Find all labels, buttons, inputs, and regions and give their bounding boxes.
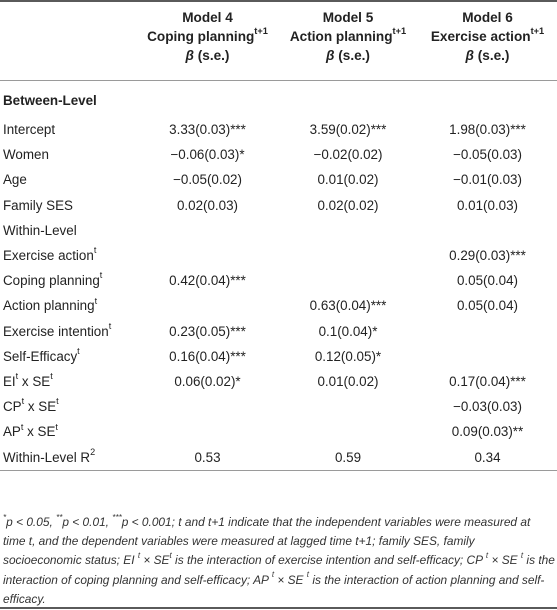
cell-model-4 (137, 293, 278, 318)
cell-model-4 (137, 243, 278, 268)
table-row (0, 419, 557, 444)
table-row (0, 142, 557, 167)
row-label (0, 419, 137, 444)
model-5-beta: β (326, 48, 335, 63)
row-label (0, 293, 137, 318)
cell-model-5: 0.01(0.02) (317, 172, 379, 188)
cell-model-6: 0.29(0.03)*** (449, 248, 526, 264)
model-4-outcome-text: Coping planning (147, 29, 255, 44)
header-blank-3 (0, 46, 137, 81)
cell-model-6: −0.05(0.03) (453, 147, 522, 163)
model-4-outcome (137, 27, 278, 46)
table-row (0, 243, 557, 268)
model-6-outcome-sup: t+1 (530, 26, 545, 37)
cell-model-6: 1.98(0.03)*** (449, 122, 526, 138)
cell-model-4: 0.42(0.04)*** (169, 273, 246, 289)
label-text: EI (3, 373, 16, 389)
header-blank-2 (0, 27, 137, 46)
model-6-outcome-text: Exercise action (430, 29, 531, 44)
cell-model-6: 0.17(0.04)*** (449, 373, 526, 389)
footnote-text: is the interaction of exercise intention and self-efficacy; CP (171, 553, 486, 568)
cell-model-6: −0.01(0.03) (453, 172, 522, 188)
label-superscript: t (77, 345, 80, 356)
row-label (0, 81, 137, 112)
cell-model-5: 0.63(0.04)*** (309, 298, 387, 314)
cell-model-6 (418, 319, 557, 344)
table-row (0, 111, 557, 142)
row-label (0, 167, 137, 192)
cell-model-6: 0.09(0.03)** (451, 424, 524, 440)
cell-model-5 (278, 243, 418, 268)
model-6-se: (s.e.) (477, 48, 510, 63)
footnote-superscript: *** (112, 512, 122, 522)
table-footnote (3, 513, 555, 609)
cell-model-6: −0.03(0.03) (453, 399, 522, 415)
row-label (0, 394, 137, 419)
footnote-superscript: t (520, 551, 524, 561)
label-text: AP (3, 424, 21, 440)
label-text: Between-Level (3, 92, 97, 108)
label-text: Coping planning (3, 273, 100, 289)
label-superscript: t (99, 270, 103, 281)
cell-model-4 (137, 218, 278, 243)
table-row (0, 218, 557, 243)
cell-model-4 (137, 81, 278, 112)
model-5-coef (278, 46, 418, 81)
cell-model-5 (278, 218, 418, 243)
label-superscript: t (93, 245, 97, 256)
label-text: Action planning (3, 298, 95, 314)
label-superscript: t (108, 320, 112, 331)
label-text: x SE (18, 373, 51, 389)
cell-model-6 (418, 218, 557, 243)
model-4-name: Model 4 (182, 10, 233, 25)
label-text: Within-Level (3, 222, 77, 238)
model-6-outcome (418, 27, 557, 46)
footnote-text: p < 0.05, (6, 515, 57, 529)
label-superscript: t (94, 295, 98, 306)
cell-model-4: 0.23(0.05)*** (169, 323, 246, 339)
table-row (0, 293, 557, 318)
cell-model-5 (278, 419, 418, 444)
footnote-superscript: t (137, 551, 141, 561)
footnote-superscript: ** (56, 512, 63, 522)
cell-model-5: 3.59(0.02)*** (309, 122, 387, 138)
table-row (0, 193, 557, 218)
row-label (0, 193, 137, 218)
cell-model-4: 0.02(0.03) (176, 197, 239, 213)
row-label (0, 369, 137, 394)
label-text: Intercept (3, 122, 56, 138)
cell-model-5 (278, 81, 418, 112)
label-superscript: t (56, 396, 59, 407)
footnote-superscript: t (169, 551, 172, 561)
label-text: x SE (24, 399, 57, 415)
cell-model-5: 0.12(0.05)* (314, 348, 382, 364)
cell-model-4: 0.06(0.02)* (174, 373, 241, 389)
cell-model-6 (418, 81, 557, 112)
footnote-text: p < 0.01, (62, 515, 113, 529)
header-blank (0, 8, 137, 27)
table-row (0, 369, 557, 394)
cell-model-4: 0.53 (137, 444, 278, 470)
row-label (0, 142, 137, 167)
model-6-beta: β (465, 48, 474, 63)
cell-model-5: 0.59 (278, 444, 418, 470)
model-5-name: Model 5 (322, 10, 374, 25)
label-text: Exercise action (3, 248, 94, 264)
label-text: Self-Efficacy (3, 348, 78, 364)
cell-model-6: 0.05(0.04) (456, 298, 519, 314)
label-text: x SE (23, 424, 56, 440)
cell-model-6: 0.05(0.04) (456, 273, 519, 289)
label-superscript: t (55, 421, 58, 432)
model-4-se: (s.e.) (197, 48, 230, 63)
model-5-outcome-text: Action planning (289, 29, 393, 44)
footnote-text: p < 0.001; t and t+1 indicate that the independent variables were measured at time t, and the dependent variables were measured at lagged time t+1; family SES, family socioeconomic status; EI (3, 515, 531, 568)
label-text: CP (3, 399, 22, 415)
model-4-outcome-sup: t+1 (254, 26, 268, 37)
table-row (0, 319, 557, 344)
row-label (0, 344, 137, 369)
label-text: Family SES (3, 197, 73, 213)
row-label (0, 243, 137, 268)
table-row (0, 81, 557, 112)
model-5-outcome (278, 27, 418, 46)
table-body (0, 81, 557, 471)
table-row (0, 394, 557, 419)
label-superscript: 2 (90, 446, 96, 457)
footnote-superscript: t (306, 570, 310, 580)
footnote-text: is the interaction of coping planning and self-efficacy; AP (3, 553, 555, 587)
table-header (0, 8, 557, 81)
footnote-text: × SE (488, 553, 521, 568)
table-row (0, 268, 557, 293)
row-label (0, 218, 137, 243)
row-label (0, 319, 137, 344)
label-superscript: t (21, 396, 25, 407)
top-rule (0, 0, 557, 2)
regression-table (0, 8, 557, 471)
row-label (0, 444, 137, 470)
label-text: Within-Level R (3, 449, 91, 465)
footnote-superscript: * (3, 512, 7, 522)
cell-model-5 (278, 268, 418, 293)
label-superscript: t (50, 371, 53, 382)
cell-model-4 (137, 394, 278, 419)
cell-model-4: 3.33(0.03)*** (169, 122, 246, 138)
footnote-superscript: t (485, 551, 489, 561)
table-row (0, 344, 557, 369)
cell-model-6: 0.01(0.03) (456, 197, 519, 213)
model-6-coef (418, 46, 557, 81)
footnote-text: × SE (140, 553, 170, 568)
bottom-rule (0, 607, 557, 609)
label-superscript: t (20, 421, 24, 432)
model-4-beta: β (185, 48, 194, 63)
cell-model-5: 0.02(0.02) (317, 197, 379, 213)
cell-model-5 (278, 394, 418, 419)
footnote-text: is the interaction of action planning and self-efficacy. (3, 572, 545, 606)
model-5-outcome-sup: t+1 (392, 26, 407, 37)
model-6-name: Model 6 (462, 10, 513, 25)
footnote-text: × SE (274, 572, 307, 587)
label-text: Age (3, 172, 27, 188)
label-text: Women (3, 147, 49, 163)
model-4-coef (137, 46, 278, 81)
cell-model-5: 0.01(0.02) (317, 373, 379, 389)
table-row (0, 167, 557, 192)
table-row (0, 444, 557, 470)
label-superscript: t (15, 371, 19, 382)
row-label (0, 111, 137, 142)
label-text: Exercise intention (3, 323, 109, 339)
cell-model-4: −0.06(0.03)* (170, 147, 245, 163)
cell-model-4: −0.05(0.02) (173, 172, 242, 188)
cell-model-4: 0.16(0.04)*** (169, 348, 246, 364)
footnote-superscript: t (271, 570, 275, 580)
row-label (0, 268, 137, 293)
cell-model-5: −0.02(0.02) (313, 147, 383, 163)
cell-model-4 (137, 419, 278, 444)
cell-model-6: 0.34 (418, 444, 557, 470)
model-5-se: (s.e.) (338, 48, 370, 63)
cell-model-6 (418, 344, 557, 369)
cell-model-5: 0.1(0.04)* (318, 323, 378, 339)
